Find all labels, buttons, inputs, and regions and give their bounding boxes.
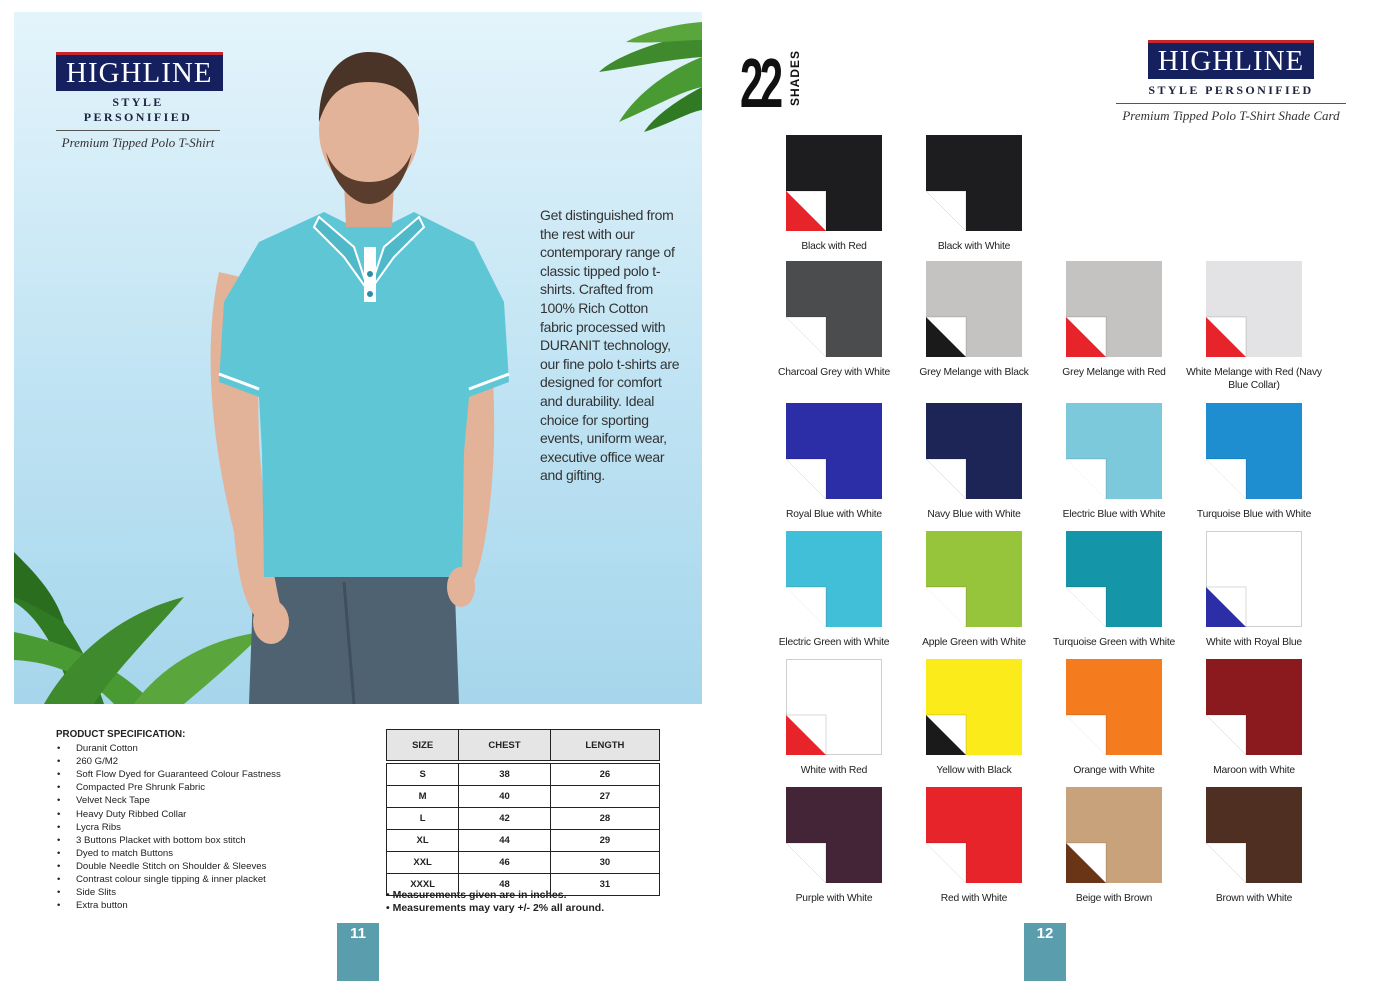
spec-item: • Dyed to match Buttons xyxy=(56,847,281,860)
tipping-corner xyxy=(786,403,882,499)
tipping-corner xyxy=(1066,531,1162,627)
tipping-corner xyxy=(926,403,1022,499)
tipping-corner xyxy=(1066,659,1162,755)
color-swatch xyxy=(1206,659,1302,755)
tipping-corner xyxy=(1206,787,1302,883)
cell-chest: 38 xyxy=(459,764,550,786)
spec-item: • 3 Buttons Placket with bottom box stitch xyxy=(56,834,281,847)
tipping-corner xyxy=(1206,531,1302,627)
spec-item: • Duranit Cotton xyxy=(56,742,281,755)
palm-leaf-bottom-left xyxy=(14,552,264,704)
spec-item: • Velvet Neck Tape xyxy=(56,794,281,807)
swatch-label: Orange with White xyxy=(1073,765,1155,776)
swatch-label: Yellow with Black xyxy=(936,765,1012,776)
measurement-notes xyxy=(386,889,604,915)
tipping-corner xyxy=(1066,787,1162,883)
spec-item: • Lycra Ribs xyxy=(56,821,281,834)
spec-item: • Soft Flow Dyed for Guaranteed Colour Fastness xyxy=(56,768,281,781)
brand-subtitle: Premium Tipped Polo T-Shirt xyxy=(61,135,215,150)
color-swatch xyxy=(926,261,1022,357)
brand-logo xyxy=(56,52,220,151)
tipping-corner xyxy=(786,531,882,627)
cell-length: 28 xyxy=(550,808,659,830)
swatch-label: Brown with White xyxy=(1215,893,1293,904)
brand-tagline: STYLE PERSONIFIED xyxy=(1148,83,1314,97)
swatch-label: Beige with Brown xyxy=(1075,893,1153,904)
note-item: • Measurements may vary +/- 2% all around. xyxy=(386,902,604,915)
tipping-corner xyxy=(926,261,1022,357)
swatch-label: Purple with White xyxy=(795,893,873,904)
cell-length: 30 xyxy=(550,852,659,874)
swatch-label: Red with White xyxy=(940,893,1008,904)
brand-subtitle: Premium Tipped Polo T-Shirt Shade Card xyxy=(1122,108,1340,123)
logo-divider xyxy=(56,130,220,131)
shades-count: 22 xyxy=(740,44,780,122)
color-swatch xyxy=(1066,787,1162,883)
swatch-label: Royal Blue with White xyxy=(786,509,882,520)
note-item: • Measurements given are in inches. xyxy=(386,889,604,902)
swatch-label: Apple Green with White xyxy=(922,637,1026,648)
cell-size: XXXL xyxy=(387,874,459,896)
product-description: Get distinguished from the rest with our contemporary range of classic tipped polo t-shirts. Crafted from 100% Rich Cotton fabric processed with DURANIT technology, our fine polo t-shirts are designed for comfort and durability. Ideal choice for sporting events, uniform wear, executive office wear and gifting. xyxy=(540,207,680,484)
color-swatch xyxy=(786,261,882,357)
cell-size: S xyxy=(387,764,459,786)
size-chart-table xyxy=(386,729,660,896)
swatch-label: White with Royal Blue xyxy=(1206,637,1302,648)
swatch-label: Electric Blue with White xyxy=(1062,509,1166,520)
cell-chest: 48 xyxy=(459,874,550,896)
cell-chest: 46 xyxy=(459,852,550,874)
cell-size: XL xyxy=(387,830,459,852)
color-swatch xyxy=(926,787,1022,883)
header-size: SIZE xyxy=(387,730,459,761)
color-swatch xyxy=(926,403,1022,499)
color-swatch xyxy=(926,135,1022,231)
swatch-label: Black with Red xyxy=(801,241,867,252)
spec-item: • Heavy Duty Ribbed Collar xyxy=(56,808,281,821)
cell-chest: 44 xyxy=(459,830,550,852)
brand-tagline: STYLE PERSONIFIED xyxy=(83,95,193,124)
cell-chest: 42 xyxy=(459,808,550,830)
cell-size: L xyxy=(387,808,459,830)
table-row xyxy=(387,808,660,830)
color-swatch xyxy=(926,531,1022,627)
tipping-corner xyxy=(926,135,1022,231)
color-swatch xyxy=(1206,787,1302,883)
spec-item: • Side Slits xyxy=(56,886,281,899)
color-swatch xyxy=(1066,659,1162,755)
page-number-right: 12 xyxy=(1024,923,1066,981)
color-swatch xyxy=(1066,403,1162,499)
hero-photo xyxy=(14,12,702,704)
swatch-label: Black with White xyxy=(937,241,1011,252)
table-row xyxy=(387,764,660,786)
color-swatch xyxy=(786,403,882,499)
color-swatch xyxy=(1206,531,1302,627)
tipping-corner xyxy=(786,659,882,755)
swatch-label: Grey Melange with Black xyxy=(919,367,1029,378)
swatch-label: Maroon with White xyxy=(1213,765,1295,776)
tipping-corner xyxy=(786,135,882,231)
spec-item: • Contrast colour single tipping & inner placket xyxy=(56,873,281,886)
product-specification xyxy=(56,728,281,912)
color-swatch xyxy=(1206,403,1302,499)
cell-length: 29 xyxy=(550,830,659,852)
palm-leaf-top-right xyxy=(599,22,702,132)
logo-divider xyxy=(1116,103,1346,104)
cell-size: XXL xyxy=(387,852,459,874)
color-swatch xyxy=(1066,261,1162,357)
cell-size: M xyxy=(387,786,459,808)
color-swatch xyxy=(786,135,882,231)
color-swatch xyxy=(786,787,882,883)
table-row xyxy=(387,830,660,852)
color-swatch xyxy=(786,531,882,627)
cell-length: 26 xyxy=(550,764,659,786)
color-swatch xyxy=(1206,261,1302,357)
brand-name: HIGHLINE xyxy=(1148,40,1315,79)
brand-logo-right xyxy=(1116,40,1346,124)
tipping-corner xyxy=(926,787,1022,883)
tipping-corner xyxy=(1066,403,1162,499)
tipping-corner xyxy=(926,659,1022,755)
tipping-corner xyxy=(786,261,882,357)
swatch-label: Grey Melange with Red xyxy=(1062,367,1166,378)
swatch-label: White Melange with Red (Navy Blue Collar) xyxy=(1186,367,1322,391)
spec-item: • Compacted Pre Shrunk Fabric xyxy=(56,781,281,794)
swatch-label: Turquoise Green with White xyxy=(1052,637,1176,648)
table-row xyxy=(387,786,660,808)
tipping-corner xyxy=(786,787,882,883)
tipping-corner xyxy=(1206,403,1302,499)
tipping-corner xyxy=(1206,659,1302,755)
cell-chest: 40 xyxy=(459,786,550,808)
swatch-label: Charcoal Grey with White xyxy=(778,367,890,378)
header-chest: CHEST xyxy=(459,730,550,761)
color-swatch xyxy=(786,659,882,755)
tipping-corner xyxy=(926,531,1022,627)
cell-length: 31 xyxy=(550,874,659,896)
cell-length: 27 xyxy=(550,786,659,808)
color-swatch xyxy=(926,659,1022,755)
spec-item: • Extra button xyxy=(56,899,281,912)
shades-count-heading xyxy=(740,44,806,122)
shades-word: SHADES xyxy=(788,49,802,106)
spec-list xyxy=(56,742,281,912)
spec-item: • 260 G/M2 xyxy=(56,755,281,768)
tipping-corner xyxy=(1066,261,1162,357)
swatch-label: Turquoise Blue with White xyxy=(1196,509,1312,520)
color-swatch xyxy=(1066,531,1162,627)
size-table-header xyxy=(387,730,660,761)
brand-name: HIGHLINE xyxy=(56,52,223,91)
table-row xyxy=(387,852,660,874)
page-number-left: 11 xyxy=(337,923,379,981)
swatch-label: Navy Blue with White xyxy=(927,509,1021,520)
swatch-label: Electric Green with White xyxy=(778,637,890,648)
spec-heading: PRODUCT SPECIFICATION: xyxy=(56,729,186,740)
header-length: LENGTH xyxy=(550,730,659,761)
spec-item: • Double Needle Stitch on Shoulder & Sleeves xyxy=(56,860,281,873)
tipping-corner xyxy=(1206,261,1302,357)
swatch-label: White with Red xyxy=(800,765,868,776)
